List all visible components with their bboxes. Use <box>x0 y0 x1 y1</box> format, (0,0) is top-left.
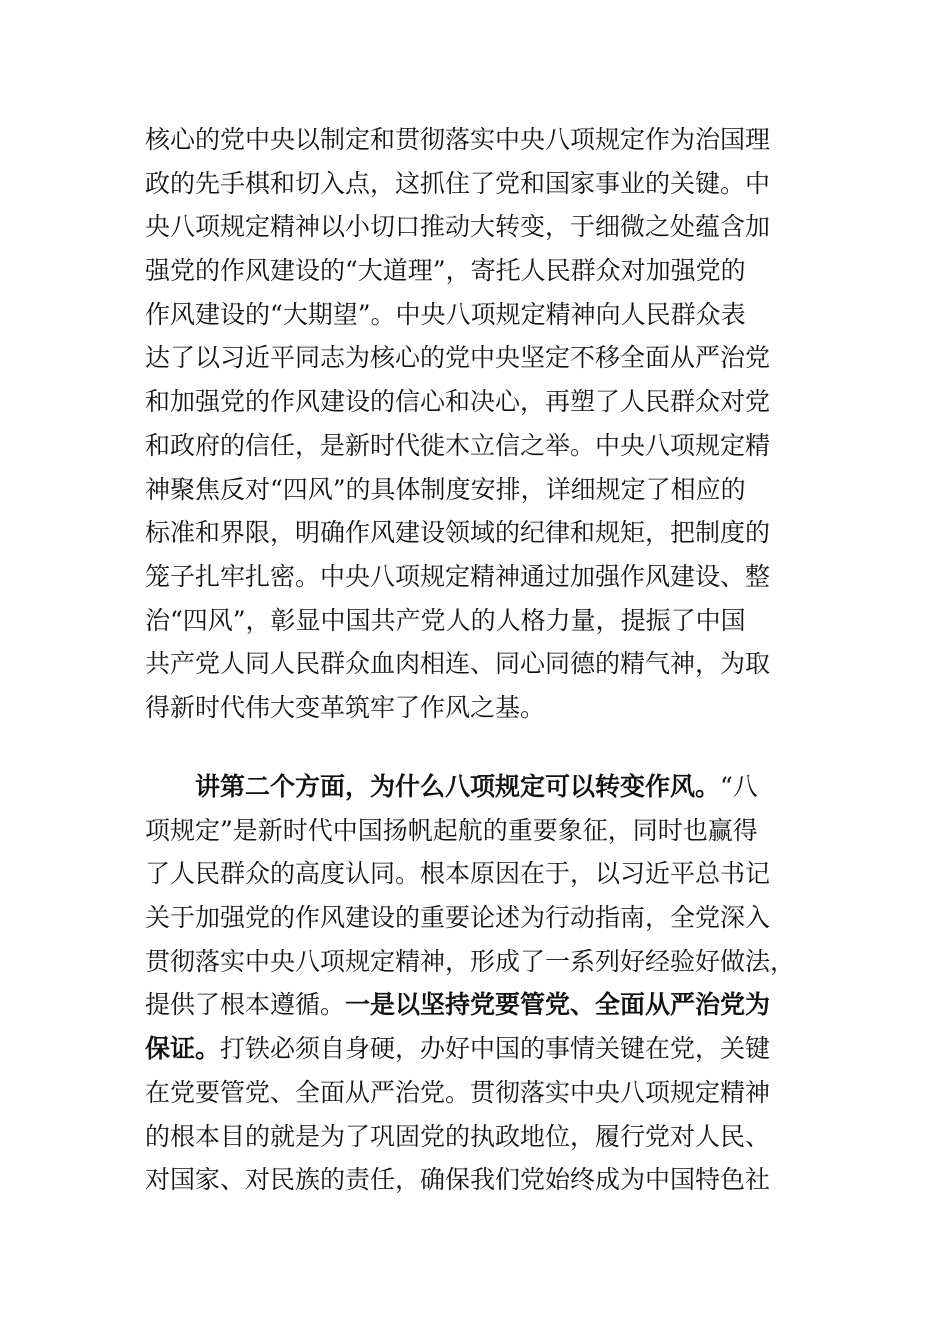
text-line: 作风建设的“大期望”。中央八项规定精神向人民群众表 <box>145 299 746 329</box>
text-line: 和加强党的作风建设的信心和决心，再塑了人民群众对党 <box>145 387 771 417</box>
text-line <box>145 1027 805 1071</box>
text-line: 了人民群众的高度认同。根本原因在于，以习近平总书记 <box>145 859 771 889</box>
text-line: 项规定”是新时代中国扬帆起航的重要象征，同时也赢得 <box>145 815 758 845</box>
text-line: 央八项规定精神以小切口推动大转变，于细微之处蕴含加 <box>145 212 771 242</box>
text-line: 共产党人同人民群众血肉相连、同心同德的精气神，为取 <box>145 649 771 679</box>
text-line: 得新时代伟大变革筑牢了作风之基。 <box>145 692 546 722</box>
text-line: 关于加强党的作风建设的重要论述为行动指南，全党深入 <box>145 903 771 933</box>
text-line: 贯彻落实中央八项规定精神，形成了一系列好经验好做法， <box>145 946 796 976</box>
text-line: 在党要管党、全面从严治党。贯彻落实中央八项规定精神 <box>145 1077 771 1107</box>
text-line <box>145 983 805 1027</box>
text-line: 神聚焦反对“四风”的具体制度安排，详细规定了相应的 <box>145 474 746 504</box>
section-heading: 讲第二个方面，为什么八项规定可以转变作风。 <box>195 772 721 801</box>
text-line: 标准和界限，明确作风建设领域的纪律和规矩，把制度的 <box>145 518 771 548</box>
text-line: 强党的作风建设的“大道理”，寄托人民群众对加强党的 <box>145 256 746 286</box>
text-line: 政的先手棋和切入点，这抓住了党和国家事业的关键。中 <box>145 168 771 198</box>
paragraph-1 <box>145 118 805 730</box>
text-span: 提供了根本遵循。 <box>145 990 346 1020</box>
text-line: 的根本目的就是为了巩固党的执政地位，履行党对人民、 <box>145 1121 771 1151</box>
text-line: 笼子扎牢扎密。中央八项规定精神通过加强作风建设、整 <box>145 561 771 591</box>
text-line: 和政府的信任，是新时代徙木立信之举。中央八项规定精 <box>145 430 771 460</box>
paragraph-2 <box>145 765 805 1202</box>
point-heading: 保证。 <box>145 1034 221 1064</box>
text-line: 达了以习近平同志为核心的党中央坚定不移全面从严治党 <box>145 343 771 373</box>
text-line: 治“四风”，彰显中国共产党人的人格力量，提振了中国 <box>145 605 746 635</box>
text-line <box>145 765 805 809</box>
text-span: “八 <box>720 772 758 801</box>
text-line: 核心的党中央以制定和贯彻落实中央八项规定作为治国理 <box>145 125 771 154</box>
point-heading: 一是以坚持党要管党、全面从严治党为 <box>345 990 771 1020</box>
text-span: 打铁必须自身硬，办好中国的事情关键在党，关键 <box>220 1034 771 1064</box>
text-line: 对国家、对民族的责任，确保我们党始终成为中国特色社 <box>145 1165 771 1195</box>
